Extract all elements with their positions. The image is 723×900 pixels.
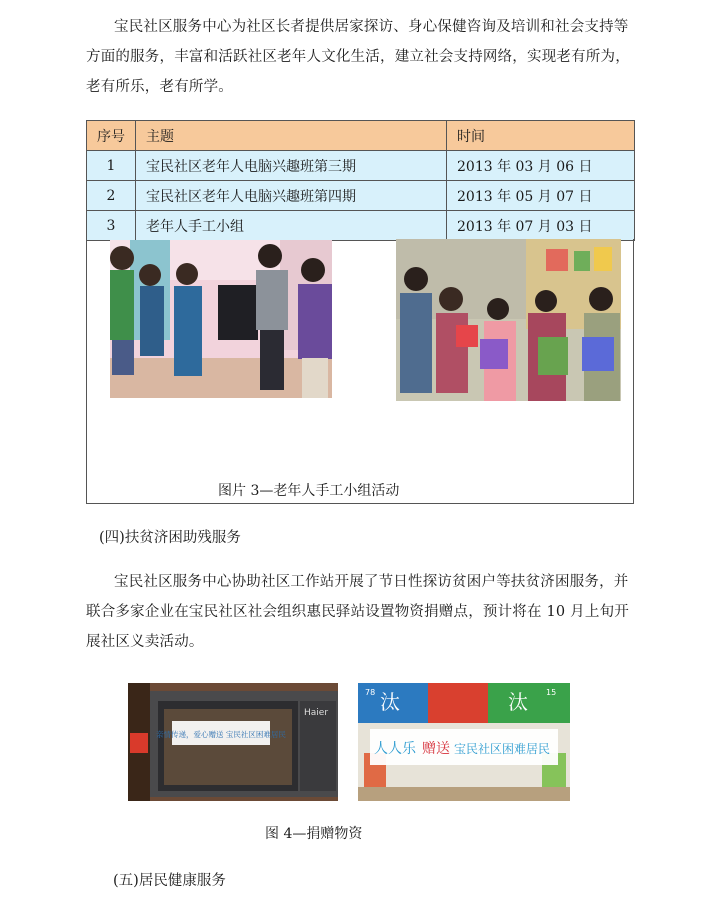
figure4-caption: 图 4—捐赠物资 bbox=[265, 826, 363, 842]
header-date: 时间 bbox=[447, 121, 635, 151]
row-number: 2 bbox=[87, 181, 136, 211]
header-number: 序号 bbox=[87, 121, 136, 151]
section4-text: 宝民社区服务中心协助社区工作站开展了节日性探访贫困户等扶贫济困服务，并联合多家企业在宝民社区社会组织惠民驿站设置物资捐赠点，预计将在 10 月上旬开展社区义卖活动。 bbox=[86, 574, 629, 650]
row-date: 2013 年 05 月 07 日 bbox=[447, 181, 635, 211]
row-date: 2013 年 07 月 03 日 bbox=[447, 211, 635, 241]
figure3-frame bbox=[86, 239, 634, 504]
package-brand-1: 汰 bbox=[380, 690, 400, 714]
table-header-row bbox=[87, 121, 635, 151]
events-table bbox=[86, 120, 635, 241]
table-row bbox=[87, 181, 635, 211]
microwave-sign-text: 亲情传递，爱心赠送 宝民社区困难居民 bbox=[156, 730, 286, 739]
section5-heading: (五)居民健康服务 bbox=[113, 873, 226, 889]
microwave-brand-label: Haier bbox=[304, 708, 329, 718]
goods-donation-photo bbox=[358, 683, 570, 801]
row-number: 3 bbox=[87, 211, 136, 241]
package-brand-2: 汰 bbox=[508, 690, 528, 714]
package-number-2: 15 bbox=[546, 688, 557, 697]
row-number: 1 bbox=[87, 151, 136, 181]
table-row bbox=[87, 211, 635, 241]
sign-part-3: 宝民社区困难居民 bbox=[454, 742, 551, 756]
header-topic: 主题 bbox=[136, 121, 447, 151]
intro-text: 宝民社区服务中心为社区长者提供居家探访、身心保健咨询及培训和社会支持等方面的服务，丰富和活跃社区老年人文化生活，建立社会支持网络，实现老有所为，老有所乐，老有所学。 bbox=[86, 19, 630, 95]
row-topic: 老年人手工小组 bbox=[136, 211, 447, 241]
row-topic: 宝民社区老年人电脑兴趣班第三期 bbox=[136, 151, 447, 181]
row-date: 2013 年 03 月 06 日 bbox=[447, 151, 635, 181]
sign-part-1: 人人乐 bbox=[374, 741, 416, 757]
figure3-caption: 图片 3—老年人手工小组活动 bbox=[218, 483, 400, 499]
sign-part-2: 赠送 bbox=[422, 741, 450, 757]
package-number-1: 78 bbox=[365, 688, 376, 697]
table-row bbox=[87, 151, 635, 181]
row-topic: 宝民社区老年人电脑兴趣班第四期 bbox=[136, 181, 447, 211]
section4-paragraph bbox=[86, 567, 634, 657]
intro-paragraph bbox=[86, 12, 634, 102]
microwave-donation-photo bbox=[128, 683, 338, 801]
elderly-crafts-photo-right bbox=[396, 239, 621, 401]
section4-heading: (四)扶贫济困助残服务 bbox=[99, 530, 241, 546]
elderly-group-photo-left bbox=[110, 240, 332, 398]
